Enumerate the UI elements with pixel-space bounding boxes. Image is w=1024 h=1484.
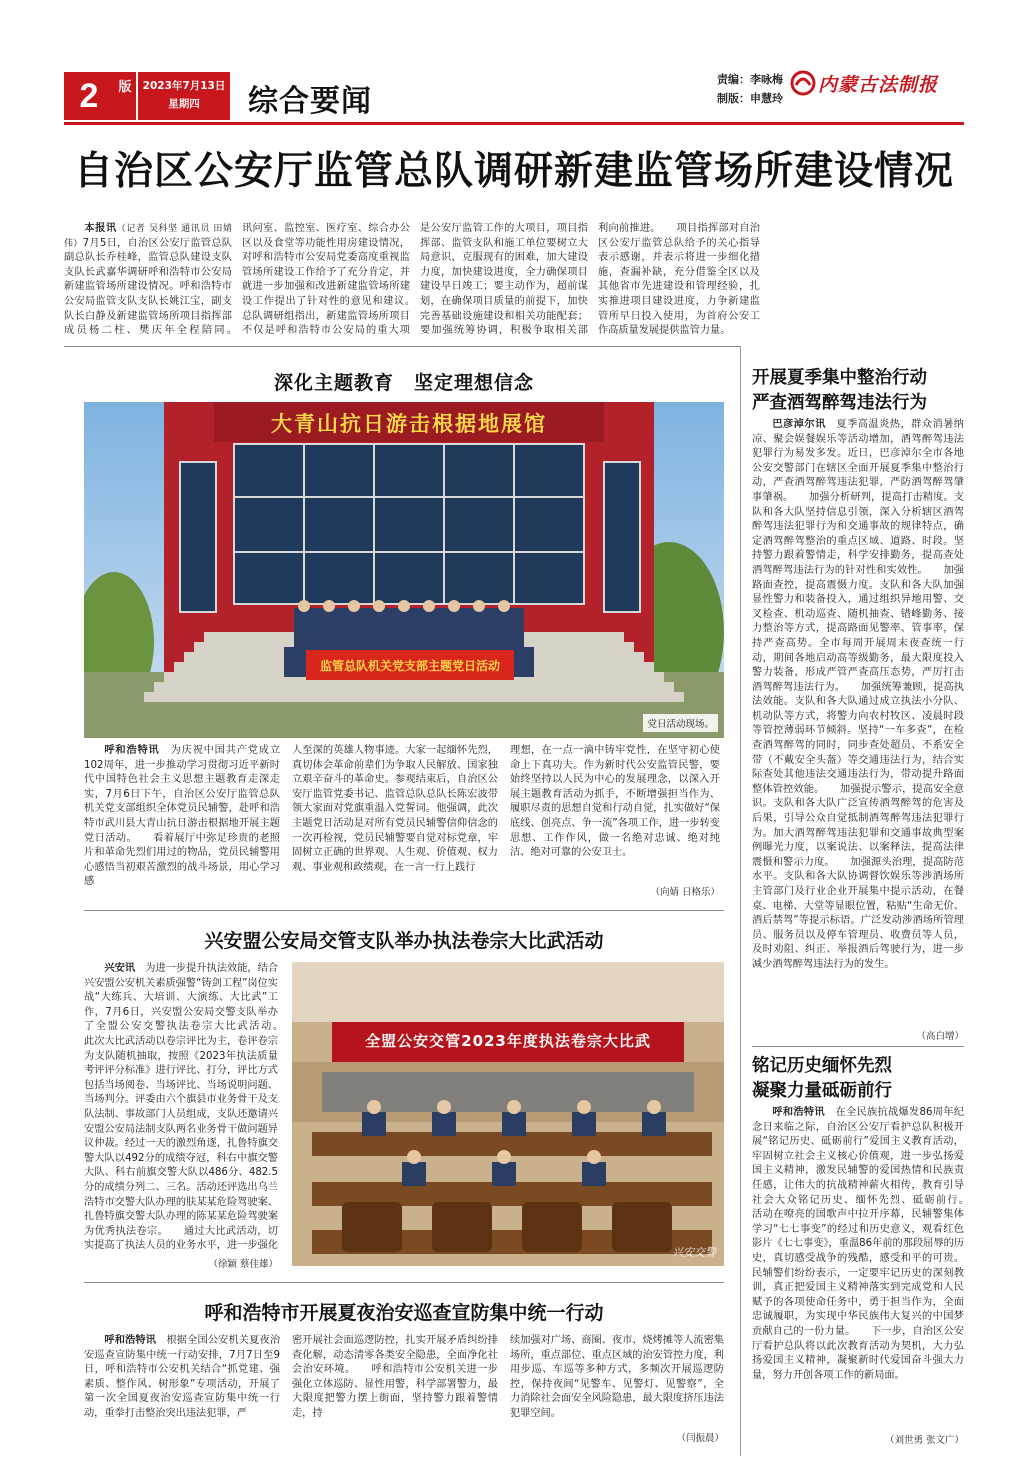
article3-headline-line1: 开展夏季集中整治行动 (752, 368, 927, 388)
page-suffix-badge (114, 72, 136, 120)
producer-label: 制版：申慧玲 (717, 92, 783, 105)
article1-column-3: 是公安厅监管工作的大项目，项目指挥部、监管支队和施工单位要树立大局意识，克服现有的困难，加大建设力度，加快建设进度，全力确保项目建设早日竣工；要主动作为，超前谋划，在确保项目质量的前提下，加快完善基础设施建设和相关功能配套；要加强统筹协调，积极争取相关部 (420, 223, 588, 336)
section-title: 综合要闻 (248, 84, 372, 119)
article2-column-1 (84, 744, 280, 902)
article1-lead: 本报讯 (84, 223, 117, 234)
photo-banner-party-day: 监管总队机关党支部主题党日活动 (319, 659, 500, 673)
editor-credits (717, 70, 783, 108)
conference-banner: 全盟公安交管2023年度执法卷宗大比武 (365, 1032, 651, 1050)
article5-headline-line1: 铭记历史缅怀先烈 (752, 1056, 892, 1076)
column-separator (740, 346, 741, 1456)
page-number-badge (64, 72, 114, 120)
article3-signature: （高白增） (916, 1031, 964, 1042)
article6-signature: （闫振晨） (676, 1433, 724, 1444)
article2-lead: 呼和浩特讯 (104, 745, 160, 756)
editor-label: 责编：李咏梅 (717, 73, 783, 86)
article6-column-1 (84, 1334, 280, 1444)
article3-lead: 巴彦淖尔讯 (772, 419, 826, 430)
article2-signature: （向婧 日格乐） (650, 887, 720, 898)
article1-column-1 (64, 222, 232, 336)
article5-signature: （刘世勇 张文广） (884, 1435, 964, 1446)
article4-headline: 兴安盟公安局交管支队举办执法卷宗大比武活动 (204, 930, 604, 952)
article1-byline: （记者 吴科坚 通讯员 田婧伟） (64, 224, 232, 249)
article1-column-4: 利向前推进。 项目指挥部对自治区公安厅监管总队给予的关心指导表示感谢，并表示将进一步细化措施，查漏补缺，充分借鉴全区以及其他省市先进建设和管理经验，扎实推进项目建设进度，力争新建监管所早日投入使用，为首府公安工作高质量发展提供监管力量。 (598, 223, 760, 336)
article6-column-2: 密开展社会面巡逻防控，扎实开展矛盾纠纷排查化解，动态清零各类安全隐患，全面净化社会治安环境。 呼和浩特市公安机关进一步强化立体巡防、显性用警，科学部署警力，最大限度把警力摆上街面，坚持警力跟着警情走，持 (292, 1335, 498, 1419)
article3-text: 夏季高温炎热，群众消暑纳凉、聚会娱餐娱乐等活动增加，酒驾醉驾违法犯罪行为易发多发。近日，巴彦淖尔全市各地公安交警部门在辖区全面开展夏季集中整治行动，严查酒驾醉驾违法犯罪，严防酒驾醉驾肇事肇祸。 加强分析研判，提高打击精度。支队和各大队坚持信息引领，深入分析辖区酒驾醉驾违法犯罪行为和交通事故的规律特点，确定酒驾醉驾整治的重点区域、道路、时段。坚持警力跟着警情走，科学安排勤务，提高查处酒驾醉驾违法行为的针对性和实效性。 加强路面查控，提高震慑力度。支队和各大队加强显性警力和装备投入，通过组织异地用警、交叉检查、机动巡查、随机抽查、错峰勤务、接力整治等方式，提高路面见警率、管事率，保持严查高势。全市每周开展周末夜查统一行动，期间各地启动高等级勤务，最大限度投入警力装备，形成严管严查高压态势，严厉打击酒驾醉驾违法行为。 加强统筹兼顾，提高执法效能。支队和各大队通过成立执法小分队、机动队等方式，将警力向农村牧区、凌晨时段等管控薄弱环节倾斜。坚持“一车多查”，在检查酒驾醉驾的同时，同步查处超员、不系安全带（不戴安全头盔）等交通违法行为，结合实际查处其他违法交通违法行为，带动提升路面整体管控效能。 加强提示警示，提高安全意识。支队和各大队广泛宣传酒驾醉驾的危害及后果，引导公众自觉抵制酒驾醉驾违法犯罪行为。加大酒驾醉驾违法犯罪和交通事故典型案例曝光力度，以案说法、以案释法，提高法律震慑和警示力度。 加强源头治理，提高防范水平。支队和各大队协调督饮娱乐等涉酒场所主管部门及行业企业开展集中提示活动，在餐桌、电梯、大堂等显眼位置，粘贴“生命无价、酒后禁驾”等提示标语。广泛发动涉酒场所管理员、服务员以及停车管理员、收费员等人员，及时劝阻、纠正、举报酒后驾驶行为，进一步减少酒驾醉驾违法行为的发生。 (752, 419, 964, 970)
page-suffix: 版 (118, 80, 132, 95)
article4-body (84, 962, 278, 1252)
museum-photo-illustration (84, 402, 724, 738)
divider-article5-top (752, 1046, 964, 1047)
divider-article2-top (64, 346, 740, 347)
paper-logo (790, 68, 962, 98)
article4-signature: （徐颖 蔡佳雄） (208, 1259, 278, 1270)
logo-emblem-icon (790, 69, 816, 97)
article4-photo (292, 962, 724, 1266)
article3-headline (752, 366, 964, 416)
article3-headline-line2: 严查酒驾醉驾违法行为 (752, 393, 927, 413)
article2-headline: 深化主题教育 坚定理想信念 (273, 372, 534, 394)
divider-article6-top (84, 1282, 724, 1283)
article2-photo (84, 402, 724, 738)
article6-headline: 呼和浩特市开展夏夜治安巡查宣防集中统一行动 (204, 1302, 604, 1324)
article6-text-1: 根据全国公安机关夏夜治安巡查宣防集中统一行动安排，7月7日至9日，呼和浩特市公安机关结合“抓党建、强素质、整作风、树形象”专项活动，开展了第一次全国夏夜治安巡查宣防集中统一行动，重拳打击整治突出违法犯罪，严 (84, 1335, 280, 1419)
article5-body (752, 1106, 964, 1430)
museum-sign: 大青山抗日游击根据地展馆 (271, 411, 547, 436)
article2-column-3: 理想，在一点一滴中铸牢党性，在坚守初心使命上下真功夫。作为新时代公安监管民警，要始终坚持以人民为中心的发展理念，以深入开展主题教育活动为抓手，不断增强担当作为、履职尽责的思想自觉和行动自觉，扎实做好“保底线、创亮点、争一流”各项工作，进一步转变思想、工作作风，做一名绝对忠诚、绝对纯洁、绝对可靠的公安卫士。 (510, 745, 720, 859)
header-rule (64, 122, 964, 125)
article1-column-5 (770, 222, 964, 336)
issue-weekday: 星期四 (168, 98, 200, 110)
article5-text: 在全民族抗战爆发86周年纪念日来临之际，自治区公安厅看护总队积极开展“铭记历史、砥砺前行”爱国主义教育活动，牢固树立社会主义核心价值观，进一步弘扬爱国主义精神，激发民辅警的爱国热情和民族责任感，让伟大的抗战精神薪火相传，教育引导社会大众铭记历史、缅怀先烈、砥砺前行。 活动在嘹亮的国歌声中拉开序幕，民辅警集体学习“七七事变”的经过和历史意义，观看红色影片《七七事变》，重温86年前的那段屈辱的历史，真切感受战争的残酷，感受和平的可贵。民辅警们纷纷表示，一定要牢记历史的深刻教训，真正把爱国主义精神落实到完成党和人民赋予的各项使命任务中，勇于担当作为，全面忠诚履职，为实现中华民族伟大复兴的中国梦贡献自己的一份力量。 下一步，自治区公安厅看护总队将以此次教育活动为契机，大力弘扬爱国主义精神，凝聚新时代爱国奋斗强大力量，努力开创各项工作的新局面。 (752, 1107, 964, 1381)
article1-headline: 自治区公安厅监管总队调研新建监管场所建设情况 (73, 148, 954, 194)
article1-column-2: 讯问室、监控室、医疗室、综合办公区以及食堂等功能性用房建设情况，对呼和浩特市公安局党委高度重视监管场所建设工作给予了充分肯定，并就进一步加强和改进新建监管场所建设工作提出了针对性的意见和建议。 总队调研组指出，新建监管场所项目不仅是呼和浩特市公安局的重大项 (242, 223, 410, 336)
issue-date: 2023年7月13日 (142, 80, 226, 92)
article2-column-2: 人至深的英雄人物事迹。大家一起缅怀先烈，真切体会革命前辈们为争取人民解放、国家独立艰辛奋斗的革命史。参观结束后，自治区公安厅监管党委书记、监管总队总队长陈宏波带领大家面对党旗重温入党誓词。他强调，此次主题党日活动是对所有党员民辅警信仰信念的一次再检视，党员民辅警要自觉对标党章，牢固树立正确的世界观、人生观、价值观、权力观、事业观和政绩观，在一言一行上践行 (292, 745, 498, 873)
article3-body (752, 418, 964, 1028)
article2-photo-caption: 党日活动现场。 (643, 714, 718, 732)
article4-lead: 兴安讯 (104, 963, 136, 974)
article1-text-1: 7月5日，自治区公安厅监管总队副总队长乔桂峰，监管总队建设支队支队长武嘉华调研呼和浩特市公安局新建监管场所建设情况。呼和浩特市公安局监管支队支队长姚江宝，副支队长白静及新建监管场所项目指挥部成员杨二柱、樊庆年全程陪同。 (64, 237, 232, 336)
conference-photo-illustration (292, 962, 724, 1266)
divider-article4-top (84, 910, 724, 911)
page-number: 2 (79, 77, 99, 115)
article6-column-3: 续加强对广场、商圈、夜市、烧烤摊等人流密集场所，重点部位、重点区域的治安管控力度，利用步巡、车巡等多种方式，多频次开展巡逻防控，保持夜间“见警车、见警灯、见警察”，全力消除社会面安全风险隐患，最大限度挤压违法犯罪空间。 (510, 1335, 724, 1419)
paper-name: 内蒙古法制报 (818, 74, 939, 96)
date-box (138, 72, 230, 120)
article2-text-1: 为庆祝中国共产党成立102周年，进一步推动学习贯彻习近平新时代中国特色社会主义思想主题教育走深走实，7月6日下午，自治区公安厅监管总队机关党支部组织全体党员民辅警，赴呼和浩特市武川县大青山抗日游击根据地开展主题党日活动。 看着展厅中弥足珍贵的老照片和革命先烈们用过的物品，党员民辅警用心感悟当初艰苦激烈的战斗场景，用心学习感 (84, 745, 280, 888)
article6-lead: 呼和浩特讯 (104, 1335, 157, 1346)
article5-lead: 呼和浩特讯 (772, 1107, 825, 1118)
article5-headline-line2: 凝聚力量砥砺前行 (752, 1081, 892, 1101)
article4-text: 为进一步提升执法效能，结合兴安盟公安机关素质强警“铸剑工程”岗位实战“大练兵、大培训、大演练、大比武”工作，7月6日，兴安盟公安局交警支队举办了全盟公安交警执法卷宗大比武活动。 此次大比武活动以卷宗评比为主，卷评卷宗为支队随机抽取，按照《2023年执法质量考评评分标准》进行评比、打分，评比方式包括当场阅卷、当场评比、当场说明问题、当场判分。评委由六个旗县市业务骨干及支队法制、事故部门人员组成，支队还邀请兴安盟公安局法制支队两名业务骨干做问题异议仲裁。经过一天的激烈角逐，扎鲁特旗交警大队以492分的成绩夺冠，科右中旗交警大队、科右前旗交警大队以486分、482.5分的成绩分列二、三名。活动还评选出乌兰浩特市交警大队办理的肤某某危险驾驶案、扎鲁特旗交警大队办理的陈某某危险驾驶案为优秀执法卷宗。 通过大比武活动，切实提高了执法人员的业务水平，进一步强化 (84, 963, 278, 1252)
photo-watermark: 兴安交警 (672, 1246, 716, 1259)
article5-headline (752, 1054, 964, 1104)
